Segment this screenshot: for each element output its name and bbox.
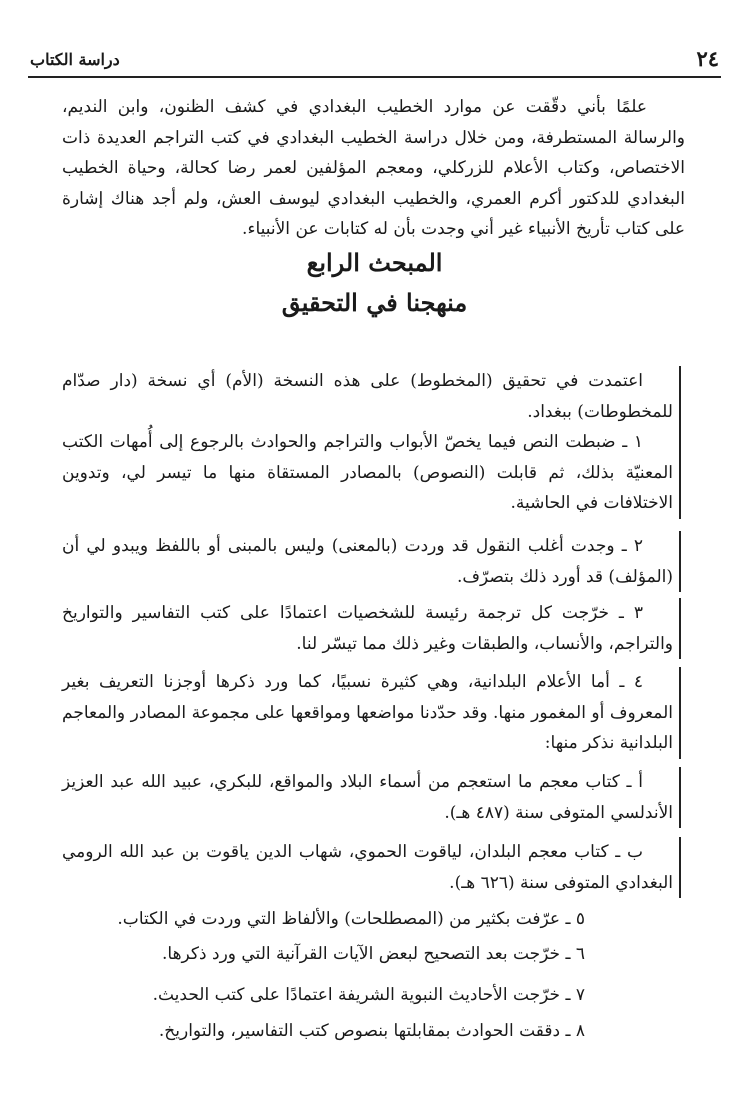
method-item — [62, 427, 681, 519]
intro-text: علمًا بأني دقّقت عن موارد الخطيب البغدادي في كشف الظنون، وابن النديم، والرسالة المستطرفة، ومن خلال دراسة الخطيب البغدادي في كتب التراجم العديدة ذات الاختصاص، وكتاب الأعلام للزركلي، ومعجم المؤلفين لعمر رضا كحالة، وحياة الخطيب البغدادي للدكتور أكرم العمري، والخطيب البغدادي ليوسف العش، ولم أجد هناك إشارة على كتاب تأريخ الأنبياء غير أني وجدت بأن له كتابات عن الأنبياء. — [62, 97, 685, 239]
method-item-text: ٦ ـ خرّجت بعد التصحيح لبعض الآيات القرآنية التي ورد ذكرها. — [162, 944, 585, 964]
section-heading: المبحث الرابع — [306, 248, 443, 277]
method-subitem-text: ب ـ كتاب معجم البلدان، لياقوت الحموي، شهاب الدين ياقوت بن عبد الله الرومي البغدادي المتوفى سنة (٦٢٦ هـ). — [62, 842, 673, 893]
running-title: دراسة الكتاب — [30, 50, 120, 69]
running-header — [30, 46, 719, 76]
method-item-text: ٤ ـ أما الأعلام البلدانية، وهي كثيرة نسبيًا، كما ورد ذكرها أوجزنا التعريف بغير المعروف أو المغمور منها. وقد حدّدنا مواضعها ومواقعها على مجموعة المصادر والمعاجم البلدانية نذكر منها: — [62, 672, 673, 753]
method-item — [62, 980, 681, 1011]
method-text: اعتمدت في تحقيق (المخطوط) على هذه النسخة (الأم) أي نسخة (دار صدّام للمخطوطات) ببغداد. — [62, 371, 673, 422]
intro-paragraph — [62, 92, 685, 245]
section-subheading: منهجنا في التحقيق — [281, 288, 468, 317]
method-subitem — [62, 767, 681, 828]
method-item-text: ٧ ـ خرّجت الأحاديث النبوية الشريفة اعتمادًا على كتب الحديث. — [152, 985, 585, 1005]
method-item — [62, 667, 681, 759]
method-paragraph — [62, 366, 681, 427]
method-item-text: ٨ ـ دققت الحوادث بمقابلتها بنصوص كتب التفاسير، والتواريخ. — [158, 1021, 585, 1041]
method-item-text: ٥ ـ عرّفت بكثير من (المصطلحات) والألفاظ التي وردت في الكتاب. — [117, 909, 585, 929]
method-item — [62, 1016, 681, 1047]
method-item — [62, 531, 681, 592]
method-item-text: ٣ ـ خرّجت كل ترجمة رئيسة للشخصيات اعتمادًا على كتب التفاسير والتواريخ والتراجم، والأنساب، والطبقات وغير ذلك مما تيسّر لنا. — [62, 603, 673, 654]
method-subitem-text: أ ـ كتاب معجم ما استعجم من أسماء البلاد والمواقع، للبكري، عبيد الله عبد العزيز الأندلسي المتوفى سنة (٤٨٧ هـ). — [62, 772, 673, 823]
method-item — [62, 598, 681, 659]
method-item — [62, 939, 681, 970]
page-number: ٢٤ — [696, 46, 719, 71]
method-subitem — [62, 837, 681, 898]
method-item-text: ٢ ـ وجدت أغلب النقول قد وردت (بالمعنى) وليس بالمبنى أو باللفظ ويبدو لي أن (المؤلف) قد أورد ذلك بتصرّف. — [62, 536, 673, 587]
method-item — [62, 904, 681, 935]
method-item-text: ١ ـ ضبطت النص فيما يخصّ الأبواب والتراجم والحوادث بالرجوع إلى أُمهات الكتب المعنيّة بذلك، ثم قابلت (النصوص) بالمصادر المستقاة منها ما تيسر لي، وتدوين الاختلافات في الحاشية. — [62, 432, 673, 513]
header-rule — [28, 76, 721, 78]
